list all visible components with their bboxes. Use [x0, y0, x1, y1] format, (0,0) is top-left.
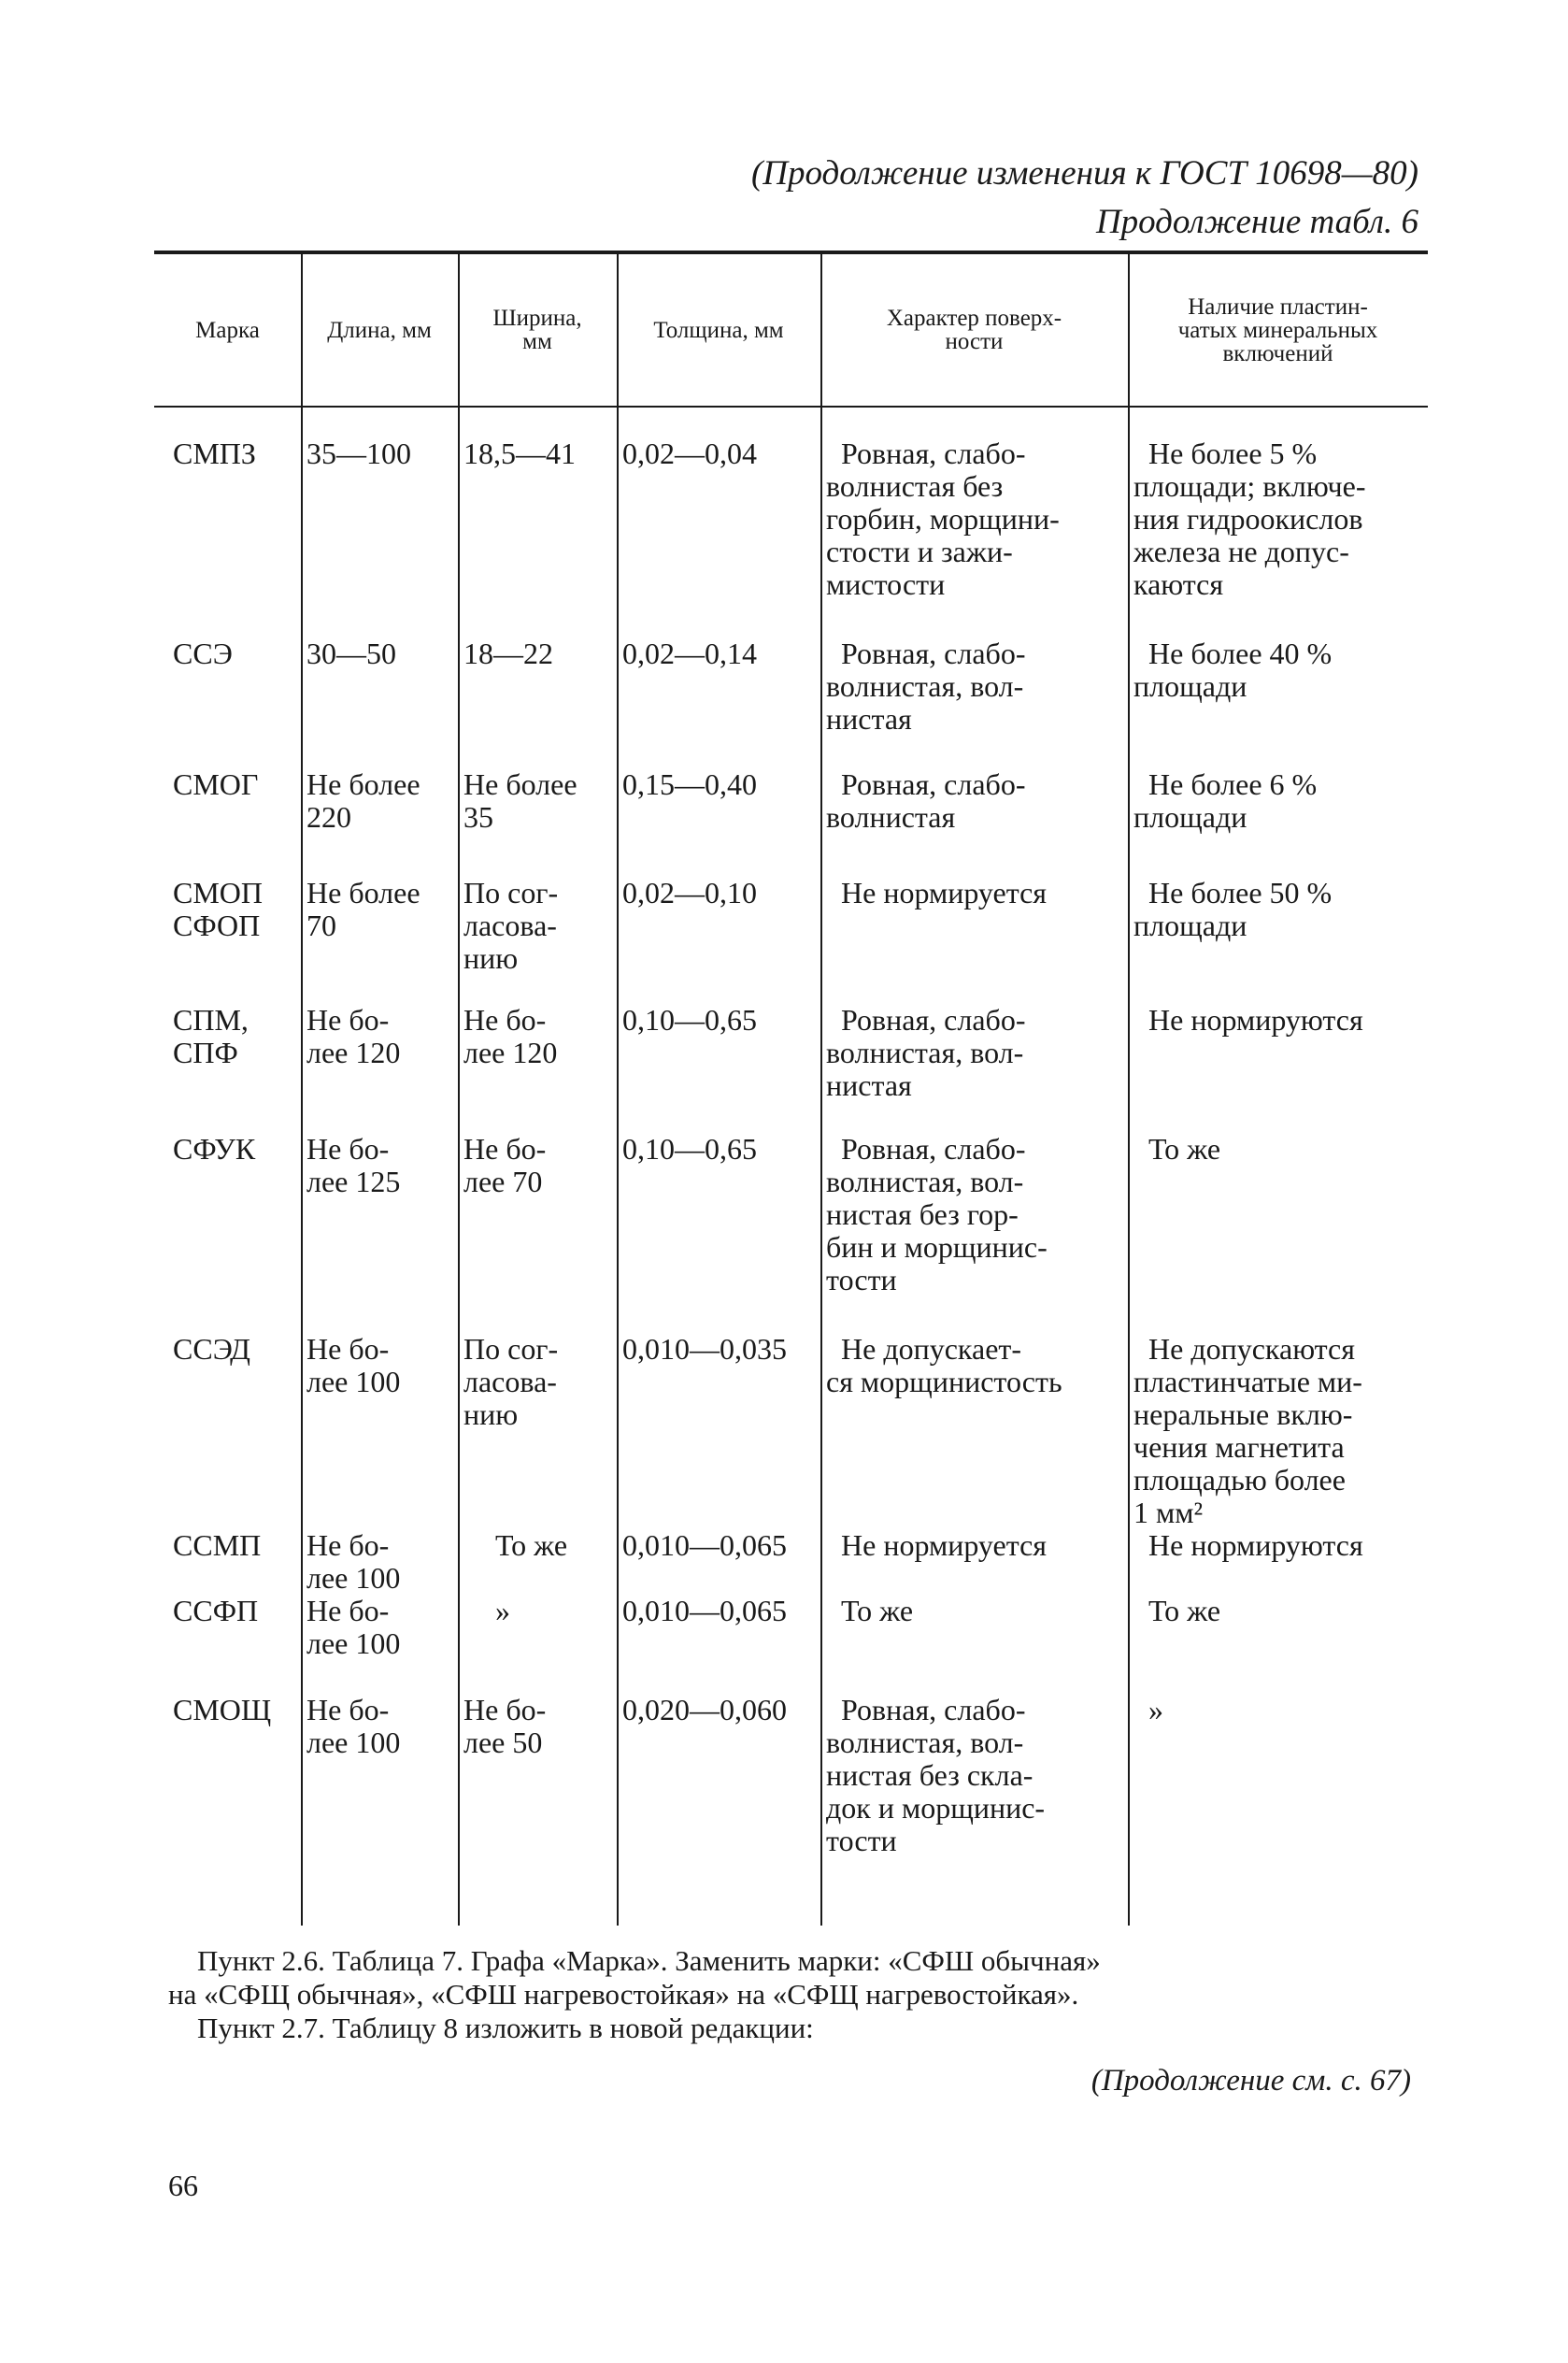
- table-cell: Не бо- лее 100: [306, 1332, 401, 1398]
- table-cell: Не более 40 % площади: [1133, 637, 1333, 703]
- table-row-grade: ССЭД: [173, 1332, 250, 1366]
- table-cell: Ровная, слабо- волнистая, вол- нистая: [826, 1003, 1026, 1102]
- table-cell: Ровная, слабо- волнистая, вол- нистая без гор- бин и морщинис- тости: [826, 1132, 1048, 1296]
- table-cell: Не допускает- ся морщинистость: [826, 1332, 1062, 1398]
- column-header: Толщина, мм: [653, 317, 784, 343]
- column-header: Марка: [195, 317, 260, 343]
- table-row-grade: СМОЩ: [173, 1693, 272, 1726]
- table-cell: Ровная, слабо- волнистая, вол- нистая без скла- док и морщинис- тости: [826, 1693, 1046, 1857]
- header-table-continuation: Продолжение табл. 6: [1095, 203, 1418, 241]
- table-row-grade: ССЭ: [173, 637, 233, 670]
- table-cell: 18,5—41: [463, 437, 576, 470]
- table-cell: 0,10—0,65: [622, 1003, 757, 1037]
- table-row-grade: СМОП СФОП: [173, 876, 264, 942]
- table-cell: Не бо- лее 70: [463, 1132, 547, 1198]
- table-cell: Не бо- лее 100: [306, 1528, 401, 1595]
- table-cell: 0,010—0,035: [622, 1332, 787, 1366]
- paragraph-2-7: Пункт 2.7. Таблицу 8 изложить в новой редакции:: [168, 2012, 814, 2044]
- page-number: 66: [168, 2169, 198, 2202]
- table-cell: То же: [1133, 1132, 1221, 1166]
- table-header-rule: [154, 406, 1428, 408]
- table-cell: То же: [826, 1594, 914, 1627]
- table-cell: »: [1133, 1693, 1163, 1726]
- table-row-grade: СМПЗ: [173, 437, 256, 470]
- table-cell: То же: [1133, 1594, 1221, 1627]
- table-cell: 30—50: [306, 637, 396, 670]
- table-cell: 0,02—0,10: [622, 876, 757, 909]
- table-cell: То же: [495, 1528, 568, 1562]
- table-cell: Не более 6 % площади: [1133, 767, 1318, 834]
- column-divider: [1128, 254, 1130, 1926]
- table-cell: Не бо- лее 120: [463, 1003, 558, 1069]
- table-cell: Не более 5 % площади; включе- ния гидроокислов железа не допус- каются: [1133, 437, 1366, 601]
- table-cell: 0,10—0,65: [622, 1132, 757, 1166]
- paragraph-2-6-line1: Пункт 2.6. Таблица 7. Графа «Марка». Заменить марки: «СФШ обычная»: [168, 1944, 1101, 1977]
- column-header: Ширина, мм: [492, 306, 582, 354]
- column-header: Длина, мм: [327, 317, 432, 343]
- table-cell: Не нормируются: [1133, 1003, 1363, 1037]
- table-row-grade: ССФП: [173, 1594, 259, 1627]
- table-row-grade: ССМП: [173, 1528, 262, 1562]
- table-cell: Не бо- лее 100: [306, 1594, 401, 1660]
- table-cell: Не нормируются: [1133, 1528, 1363, 1562]
- table-cell: Не нормируется: [826, 876, 1047, 909]
- continuation-note: (Продолжение см. с. 67): [1090, 2064, 1411, 2098]
- table-cell: Не бо- лее 120: [306, 1003, 401, 1069]
- table-cell: Ровная, слабо- волнистая, вол- нистая: [826, 637, 1026, 736]
- paragraph-2-6-line2: на «СФЩ обычная», «СФШ нагревостойкая» на «СФЩ нагревостойкая».: [168, 1978, 1079, 2011]
- table-cell: »: [495, 1594, 510, 1627]
- table-cell: Не более 70: [306, 876, 421, 942]
- table-cell: 0,010—0,065: [622, 1528, 787, 1562]
- table-row-grade: СМОГ: [173, 767, 259, 801]
- table-cell: Не бо- лее 125: [306, 1132, 401, 1198]
- table-cell: Не допускаются пластинчатые ми- неральные вклю- чения магнетита площадью более 1 мм²: [1133, 1332, 1362, 1529]
- table-cell: 18—22: [463, 637, 553, 670]
- table-row-grade: СФУК: [173, 1132, 256, 1166]
- table-cell: По сог- ласова- нию: [463, 1332, 559, 1431]
- column-divider: [617, 254, 619, 1926]
- table-row-grade: СПМ, СПФ: [173, 1003, 249, 1069]
- table-cell: Ровная, слабо- волнистая: [826, 767, 1026, 834]
- table-cell: Не нормируется: [826, 1528, 1047, 1562]
- table-cell: Не более 35: [463, 767, 577, 834]
- table-cell: По сог- ласова- нию: [463, 876, 559, 975]
- table-cell: Не бо- лее 100: [306, 1693, 401, 1759]
- table-cell: 0,02—0,14: [622, 637, 757, 670]
- column-header: Наличие пластин- чатых минеральных включений: [1177, 294, 1378, 366]
- column-divider: [458, 254, 460, 1926]
- table-cell: Не бо- лее 50: [463, 1693, 547, 1759]
- header-continuation-note: (Продолжение изменения к ГОСТ 10698—80): [750, 154, 1418, 193]
- table-cell: 0,010—0,065: [622, 1594, 787, 1627]
- column-divider: [820, 254, 822, 1926]
- table-cell: 0,15—0,40: [622, 767, 757, 801]
- table-cell: 35—100: [306, 437, 411, 470]
- table-cell: 0,020—0,060: [622, 1693, 787, 1726]
- column-divider: [301, 254, 303, 1926]
- table-cell: Не более 220: [306, 767, 421, 834]
- table-cell: 0,02—0,04: [622, 437, 757, 470]
- column-header: Характер поверх- ности: [886, 306, 1062, 354]
- table-cell: Ровная, слабо- волнистая без горбин, морщини- стости и зажи- мистости: [826, 437, 1060, 601]
- table-cell: Не более 50 % площади: [1133, 876, 1333, 942]
